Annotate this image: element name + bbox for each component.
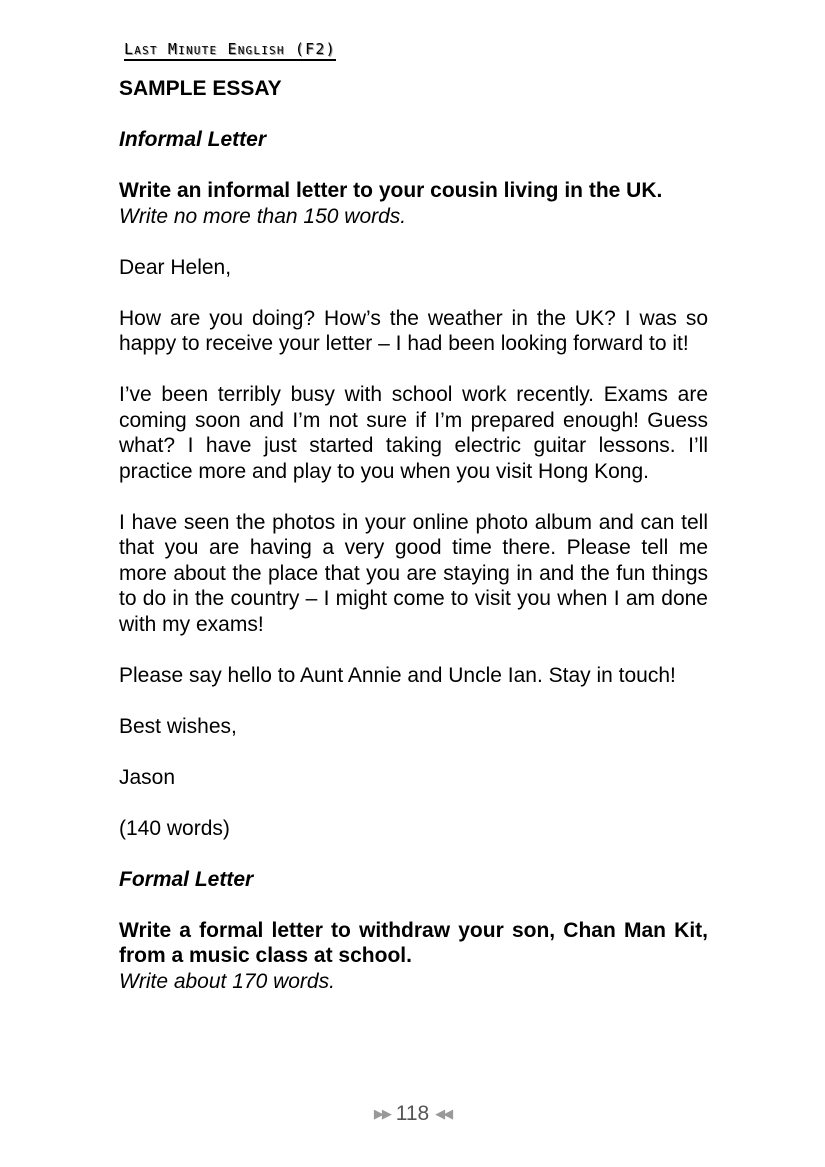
back-arrows-icon: ◀◀ [435, 1106, 452, 1121]
letter-paragraph: I have seen the photos in your online photo album and can tell that you are having a very good time there. Please tell me more about the place that you are staying in and the fun things to do in the country – I might come to visit you when I am done with my exams! [119, 510, 708, 636]
informal-instruction: Write no more than 150 words. [119, 204, 407, 228]
forward-arrows-icon: ▶▶ [373, 1106, 390, 1121]
running-header: Last Minute English (F2) [124, 40, 336, 61]
letter-signature: Jason [119, 765, 176, 789]
formal-letter-heading: Formal Letter [119, 867, 254, 891]
page-footer [0, 1102, 825, 1126]
informal-task: Write an informal letter to your cousin living in the UK. [119, 179, 663, 202]
word-count: (140 words) [119, 816, 230, 840]
informal-letter-heading: Informal Letter [119, 128, 267, 151]
formal-task: Write a formal letter to withdraw your son, Chan Man Kit, from a music class at school. [119, 918, 708, 967]
letter-paragraph: I’ve been terribly busy with school work recently. Exams are coming soon and I’m not sure if I’m prepared enough! Guess what? I have just started taking electric guitar lessons. I’ll practice more and play to you when you visit Hong Kong. [119, 383, 708, 483]
page-content [119, 76, 708, 994]
section-title: SAMPLE ESSAY [119, 77, 282, 100]
letter-paragraph: Please say hello to Aunt Annie and Uncle Ian. Stay in touch! [119, 663, 676, 687]
letter-salutation: Dear Helen, [119, 255, 232, 279]
page-number: 118 [395, 1102, 430, 1125]
letter-paragraph: How are you doing? How’s the weather in the UK? I was so happy to receive your letter – I had been looking forward to it! [119, 306, 708, 355]
letter-closing: Best wishes, [119, 714, 237, 738]
formal-instruction: Write about 170 words. [119, 969, 335, 993]
